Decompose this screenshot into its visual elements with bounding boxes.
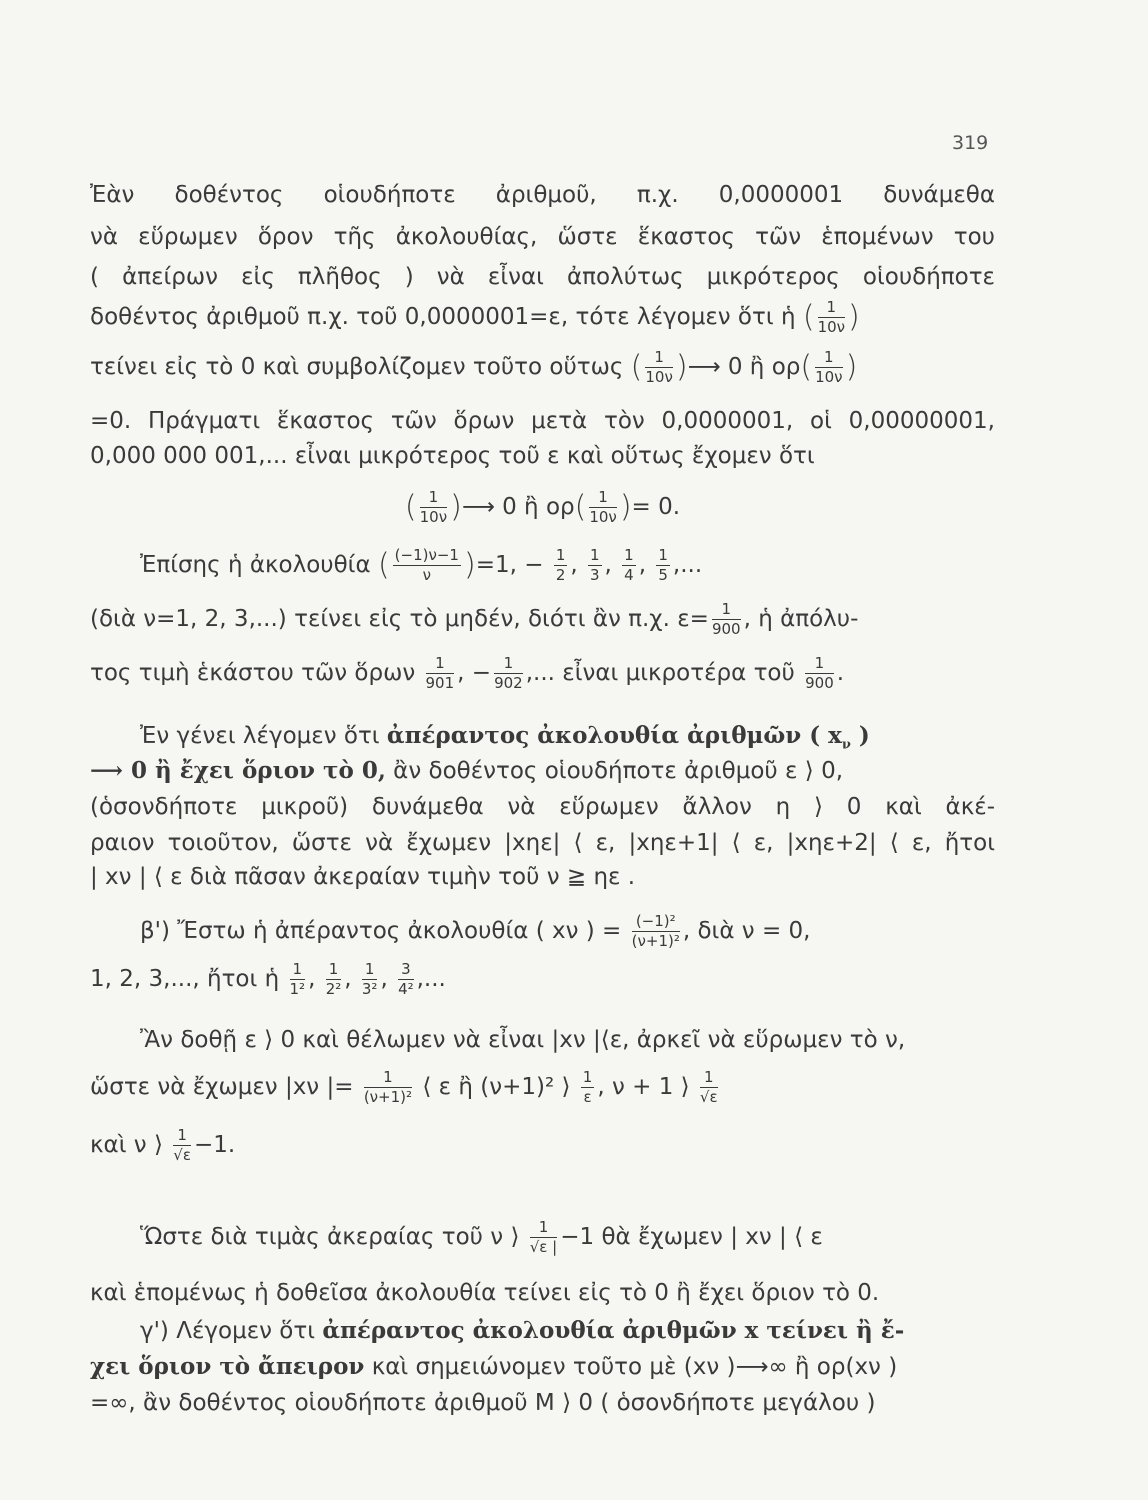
fraction: $\frac{(-1)\nu-1}{\nu}$	[394, 546, 459, 584]
fraction: $\frac{1}{√\varepsilon}$	[173, 1126, 191, 1164]
text-segment: =1, −	[475, 552, 544, 578]
text-segment: −1 θὰ ἔχωμεν | xν | ⟨ ε	[560, 1224, 823, 1250]
text-segment: , ἡ ἀπόλυ-	[743, 606, 859, 632]
fraction: $\frac{1}{\text{2²}}$	[325, 960, 342, 998]
text-line: τος τιμὴ ἑκάστου τῶν ὅρων $\frac{1}{901}$ , − $\frac{1}{902}$ ,... εἶναι μικροτέρα τοῦ $\frac{1}{900}$ .	[90, 654, 845, 692]
text-segment: εἶναι μικροτέρα τοῦ	[562, 660, 795, 686]
fraction: $\frac{\text{(−1)²}}{\text{(ν+1)²}}$	[631, 912, 680, 950]
text-segment: 1, 2, 3,..., ἤτοι ἡ	[90, 966, 280, 992]
text-line: Ἂν δοθῇ ε ⟩ 0 καὶ θέλωμεν νὰ εἶναι |xν |⟨ε, ἀρκεῖ νὰ εὕρωμεν τὸ ν,	[140, 1027, 906, 1053]
text-line	[90, 756, 995, 786]
fraction: $\frac{1}{4}$	[624, 546, 634, 584]
fraction: $\frac{1}{√\varepsilon}$	[699, 1068, 718, 1106]
bold-term: ἀπέραντος ἀκολουθία ἀριθμῶν ( x	[386, 722, 842, 749]
fraction: $\frac{1}{901}$	[425, 654, 455, 692]
text-line	[140, 1316, 995, 1346]
fraction: $\frac{1}{10\nu}$	[815, 348, 843, 386]
text-line: δοθέντος ἀριθμοῦ π.χ. τοῦ 0,0000001=ε, τότε λέγομεν ὅτι ἡ ( $\frac{1}{10\nu}$ )	[90, 298, 860, 336]
fraction: $\frac{1}{10\nu}$	[645, 348, 673, 386]
text-line	[90, 1070, 995, 1105]
text-line: καὶ ἑπομένως ἡ δοθεῖσα ἀκολουθία τείνει εἰς τὸ 0 ἢ ἔχει ὅριον τὸ 0.	[90, 1280, 880, 1306]
text-line: νὰ εὕρωμεν ὅρον τῆς ἀκολουθίας, ὥστε ἕκαστος τῶν ἑπομένων του	[90, 224, 995, 250]
bold-term: ἀπέραντος ἀκολουθία ἀριθμῶν x τείνει ἢ ἔ-	[322, 1317, 905, 1344]
fraction: $\frac{1}{√\varepsilon |}$	[529, 1218, 558, 1256]
text-segment: ⟶ 0 ἢ ορ	[687, 354, 801, 380]
text-line: (ὁσονδήποτε μικροῦ) δυνάμεθα νὰ εὕρωμεν ἄλλον η ⟩ 0 καὶ ἀκέ-	[90, 794, 995, 820]
fraction: $\frac{1}{\text{(ν+1)²}}$	[363, 1068, 413, 1106]
fraction: $\frac{1}{5}$	[658, 546, 668, 584]
text-segment: καὶ ν ⟩	[90, 1132, 163, 1158]
text-line: τείνει εἰς τὸ 0 καὶ συμβολίζομεν τοῦτο οὕτως ( $\frac{1}{10\nu}$ )⟶ 0 ἢ ορ( $\frac{1}{10\nu}$ )	[90, 348, 858, 386]
fraction: $\frac{1}{2}$	[555, 546, 566, 584]
fraction: $\frac{1}{10\nu}$	[419, 488, 448, 526]
text-line	[90, 602, 995, 637]
text-segment: ⟶ 0 ἢ ορ	[461, 494, 575, 520]
text-segment: ὥστε νὰ ἔχωμεν |xν |=	[90, 1074, 354, 1100]
text-segment: Ἐπίσης ἡ ἀκολουθία	[140, 552, 371, 578]
text-segment: καὶ σημειώνομεν τοῦτο μὲ (xν )⟶∞ ἢ ορ(xν )	[371, 1354, 898, 1380]
text-line	[140, 1220, 995, 1255]
text-line: ( $\frac{1}{10\nu}$ )⟶ 0 ἢ ορ( $\frac{1}{10\nu}$ )= 0.	[404, 488, 681, 526]
fraction: $\frac{3}{\text{4²}}$	[398, 960, 414, 998]
fraction: $\frac{1}{900}$	[711, 600, 741, 638]
text-line	[90, 1128, 995, 1163]
fraction: $\frac{1}{\varepsilon}$	[582, 1068, 593, 1106]
text-segment: δοθέντος ἀριθμοῦ π.χ. τοῦ 0,0000001=ε, τότε λέγομεν ὅτι ἡ	[90, 304, 796, 330]
bold-term: ⟶ 0 ἢ ἔχει ὅριον τὸ 0,	[90, 757, 386, 784]
fraction: $\frac{1}{902}$	[494, 654, 523, 692]
text-line	[90, 1352, 995, 1382]
text-line: 1, 2, 3,..., ἤτοι ἡ $\frac{1}{\text{1²}}$ , $\frac{1}{\text{2²}}$ , $\frac{1}{\text{3²}}$ , $\frac{3}{\text{4²}}$ ,...	[90, 960, 446, 998]
text-segment: , διὰ ν = 0,	[682, 918, 811, 944]
text-segment: ⟨ ε ἢ (ν+1)² ⟩	[422, 1074, 571, 1100]
text-segment: , ν + 1 ⟩	[597, 1074, 690, 1100]
fraction: $\frac{1}{\text{3²}}$	[361, 960, 378, 998]
fraction: $\frac{1}{900}$	[805, 654, 834, 692]
text-line: Ἐν γένει λέγομεν ὅτι ἀπέραντος ἀκολουθία ἀριθμῶν ( $x_\nu$ )	[140, 722, 870, 753]
text-line: ( ἀπείρων εἰς πλῆθος ) νὰ εἶναι ἀπολύτως μικρότερος οἱουδήποτε	[90, 264, 995, 290]
fraction: $\frac{1}{10\nu}$	[589, 488, 617, 526]
page-number: 319	[952, 132, 989, 154]
text-segment: τος τιμὴ ἑκάστου τῶν ὅρων	[90, 660, 416, 686]
fraction: $\frac{1}{10\nu}$	[817, 298, 846, 336]
text-segment: ἂν δοθέντος οἱουδήποτε ἀριθμοῦ ε ⟩ 0,	[393, 758, 844, 784]
fraction: $\frac{1}{3}$	[590, 546, 600, 584]
text-segment: β') Ἔστω ἡ ἀπέραντος ἀκολουθία ( xν ) =	[140, 918, 622, 944]
text-segment: Ὥστε διὰ τιμὰς ἀκεραίας τοῦ ν ⟩	[140, 1224, 520, 1250]
text-segment: γ') Λέγομεν ὅτι	[140, 1318, 315, 1344]
text-line: | xν | ⟨ ε διὰ πᾶσαν ἀκεραίαν τιμὴν τοῦ ν ≧ ηε .	[90, 864, 636, 890]
text-line: Ἐπίσης ἡ ἀκολουθία ( $\frac{(-1)\nu-1}{\nu}$ )=1, − $\frac{1}{2}$ , $\frac{1}{3}$ , $\frac{1}{4}$ , $\frac{1}{5}$ ,...	[140, 546, 703, 584]
text-line: 0,000 000 001,... εἶναι μικρότερος τοῦ ε καὶ οὕτως ἔχομεν ὅτι	[90, 443, 815, 469]
text-line: =0. Πράγματι ἕκαστος τῶν ὅρων μετὰ τὸν 0,0000001, οἱ 0,00000001,	[90, 408, 995, 434]
text-segment: −1.	[193, 1132, 236, 1158]
text-segment: Ἐν γένει λέγομεν ὅτι	[140, 723, 380, 749]
fraction: $\frac{1}{\text{1²}}$	[289, 960, 306, 998]
text-line: =∞, ἂν δοθέντος οἱουδήποτε ἀριθμοῦ Μ ⟩ 0 ( ὁσονδήποτε μεγάλου )	[90, 1390, 876, 1416]
text-segment: = 0.	[631, 494, 681, 520]
text-line: ραιον τοιοῦτον, ὥστε νὰ ἔχωμεν |xηε| ⟨ ε, |xηε+1| ⟨ ε, |xηε+2| ⟨ ε, ἤτοι	[90, 830, 995, 856]
bold-term: χει ὅριον τὸ ἄπειρον	[90, 1353, 365, 1380]
text-segment: (διὰ ν=1, 2, 3,...) τείνει εἰς τὸ μηδέν, διότι ἂν π.χ. ε=	[90, 606, 709, 632]
text-line	[140, 914, 995, 949]
text-line: Ἐὰν δοθέντος οἱουδήποτε ἀριθμοῦ, π.χ. 0,0000001 δυνάμεθα	[90, 182, 995, 208]
text-segment: τείνει εἰς τὸ 0 καὶ συμβολίζομεν τοῦτο οὕτως	[90, 354, 624, 380]
